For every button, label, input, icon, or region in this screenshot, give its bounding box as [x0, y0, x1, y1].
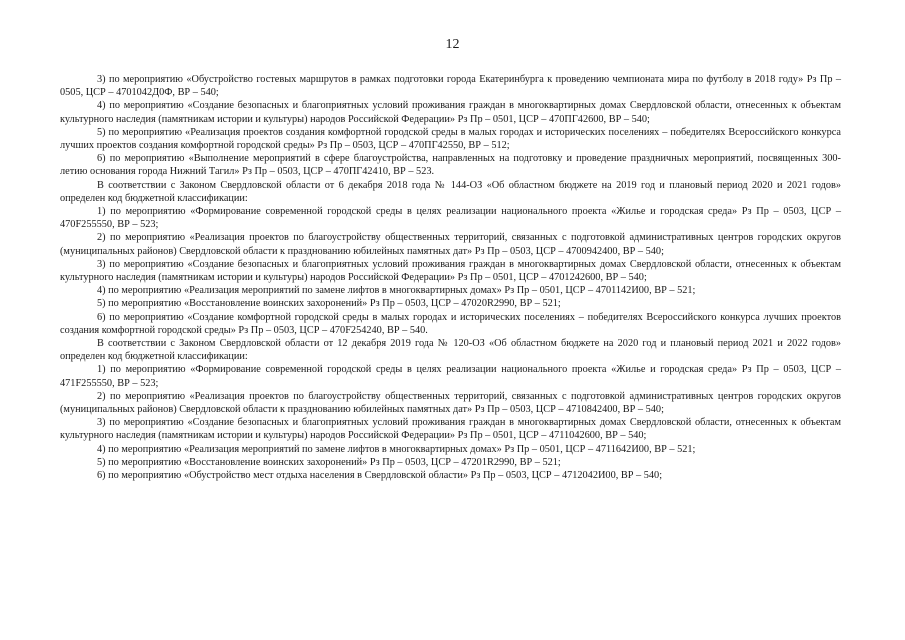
paragraph: 5) по мероприятию «Реализация проектов создания комфортной городской среды в малых городах и исторических поселениях – победителях Всероссийского конкурса лучших проектов создания комфортной городской среды» Рз Пр – 0503, ЦСР – 470ПГ42550, ВР – 512;: [60, 126, 841, 152]
paragraph: В соответствии с Законом Свердловской области от 6 декабря 2018 года № 144-ОЗ «Об областном бюджете на 2019 год и плановый период 2020 и 2021 годов» определен код бюджетной классификации:: [60, 179, 841, 204]
paragraph: 4) по мероприятию «Реализация мероприятий по замене лифтов в многоквартирных домах» Рз Пр – 0501, ЦСР – 4701142И00, ВР – 521;: [97, 285, 696, 297]
paragraph: 4) по мероприятию «Реализация мероприятий по замене лифтов в многоквартирных домах» Рз Пр – 0501, ЦСР – 4711642И00, ВР – 521;: [97, 443, 696, 455]
paragraph: В соответствии с Законом Свердловской области от 12 декабря 2019 года № 120-ОЗ «Об областном бюджете на 2020 год и плановый период 2021 и 2022 годов» определен код бюджетной классификации:: [60, 338, 841, 363]
paragraph: 4) по мероприятию «Создание безопасных и благоприятных условий проживания граждан в многоквартирных домах Свердловской области, отнесенных к объектам культурного наследия (памятникам истории и культуры) народов Российской Федерации» Рз Пр – 0501, ЦСР – 470ПГ42600, ВР – 540;: [60, 100, 841, 125]
page-number: 12: [445, 37, 460, 52]
paragraph: 6) по мероприятию «Выполнение мероприятий в сфере благоустройства, направленных на подготовку и проведение праздничных мероприятий, посвященных 300-летию основания города Нижний Тагил» Рз Пр – 0503, ЦСР – 470ПГ42410, ВР – 523.: [60, 153, 841, 178]
paragraph: 2) по мероприятию «Реализация проектов по благоустройству общественных территорий, связанных с подготовкой административных центров городских округов (муниципальных районов) Свердловской области к празднованию юбилейных памятных дат» Рз Пр – 0503, ЦСР – 4710842400, ВР – 540;: [60, 390, 841, 416]
paragraph: 1) по мероприятию «Формирование современной городской среды в целях реализации национального проекта «Жилье и городская среда» Рз Пр – 0503, ЦСР – 471F255550, ВР – 523;: [60, 364, 841, 389]
paragraph: 3) по мероприятию «Создание безопасных и благоприятных условий проживания граждан в многоквартирных домах Свердловской области, отнесенных к объектам культурного наследия (памятникам истории и культуры) народов Российской Федерации» Рз Пр – 0501, ЦСР – 4701242600, ВР – 540;: [60, 258, 841, 284]
paragraph: 1) по мероприятию «Формирование современной городской среды в целях реализации национального проекта «Жилье и городская среда» Рз Пр – 0503, ЦСР – 470F255550, ВР – 523;: [60, 206, 841, 231]
paragraph: 6) по мероприятию «Создание комфортной городской среды в малых городах и исторических поселениях – победителях Всероссийского конкурса лучших проектов создания комфортной городской среды» Рз Пр – 0503, ЦСР – 470F254240, ВР – 540.: [60, 311, 841, 336]
paragraph: 3) по мероприятию «Создание безопасных и благоприятных условий проживания граждан в многоквартирных домах Свердловской области, отнесенных к объектам культурного наследия (памятникам истории и культуры) народов Российской Федерации» Рз Пр – 0501, ЦСР – 4711042600, ВР – 540;: [60, 417, 841, 442]
paragraph: 5) по мероприятию «Восстановление воинских захоронений» Рз Пр – 0503, ЦСР – 47201R2990, ВР – 521;: [97, 456, 561, 468]
paragraph: 2) по мероприятию «Реализация проектов по благоустройству общественных территорий, связанных с подготовкой административных центров городских округов (муниципальных районов) Свердловской области к празднованию юбилейных памятных дат» Рз Пр – 0503, ЦСР – 4700942400, ВР – 540;: [60, 232, 841, 257]
paragraph: 6) по мероприятию «Обустройство мест отдыха населения в Свердловской области» Рз Пр – 0503, ЦСР – 4712042И00, ВР – 540;: [97, 470, 663, 482]
document-body: [60, 73, 841, 482]
paragraph: 5) по мероприятию «Восстановление воинских захоронений» Рз Пр – 0503, ЦСР – 47020R2990, ВР – 521;: [97, 298, 561, 310]
paragraph: 3) по мероприятию «Обустройство гостевых маршрутов в рамках подготовки города Екатеринбурга к проведению чемпионата мира по футболу в 2018 году» Рз Пр – 0505, ЦСР – 4701042Д0Ф, ВР – 540;: [60, 74, 841, 99]
